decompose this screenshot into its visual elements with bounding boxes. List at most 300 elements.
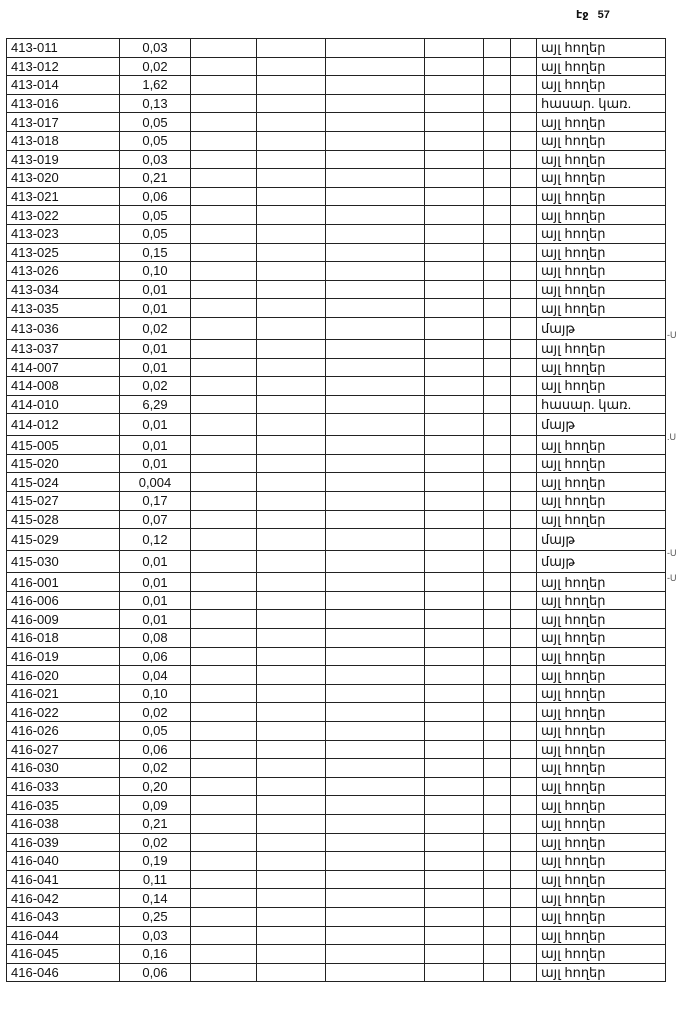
empty-cell xyxy=(257,169,326,188)
empty-cell xyxy=(191,395,257,414)
land-type-cell: այլ հողեր xyxy=(537,666,666,685)
parcel-code-cell: 413-020 xyxy=(7,169,120,188)
parcel-code-cell: 416-026 xyxy=(7,722,120,741)
empty-cell xyxy=(191,759,257,778)
table-row xyxy=(7,777,666,796)
table-row xyxy=(7,647,666,666)
empty-cell xyxy=(425,76,484,95)
area-cell: 0,06 xyxy=(120,963,191,982)
table-row xyxy=(7,94,666,113)
land-type-cell: այլ հողեր xyxy=(537,647,666,666)
empty-cell xyxy=(326,280,425,299)
empty-cell xyxy=(425,759,484,778)
table-row xyxy=(7,436,666,455)
empty-cell xyxy=(326,870,425,889)
empty-cell xyxy=(425,262,484,281)
empty-cell xyxy=(484,591,511,610)
parcel-code-cell: 414-010 xyxy=(7,395,120,414)
empty-cell xyxy=(484,945,511,964)
empty-cell xyxy=(484,262,511,281)
empty-cell xyxy=(191,131,257,150)
empty-cell xyxy=(257,395,326,414)
land-type-cell: այլ հողեր xyxy=(537,963,666,982)
empty-cell xyxy=(257,414,326,436)
empty-cell xyxy=(326,473,425,492)
land-type-cell: մայթ xyxy=(537,551,666,573)
table-row xyxy=(7,551,666,573)
land-type-cell: այլ հողեր xyxy=(537,339,666,358)
land-type-cell: այլ հողեր xyxy=(537,852,666,871)
empty-cell xyxy=(425,39,484,58)
land-type-cell: այլ հողեր xyxy=(537,759,666,778)
empty-cell xyxy=(326,963,425,982)
land-type-cell: այլ հողեր xyxy=(537,610,666,629)
parcel-code-cell: 416-001 xyxy=(7,573,120,592)
parcel-code-cell: 413-025 xyxy=(7,243,120,262)
empty-cell xyxy=(484,722,511,741)
empty-cell xyxy=(484,703,511,722)
empty-cell xyxy=(257,796,326,815)
empty-cell xyxy=(191,39,257,58)
empty-cell xyxy=(257,436,326,455)
empty-cell xyxy=(425,684,484,703)
land-type-cell: հասար. կառ. xyxy=(537,94,666,113)
empty-cell xyxy=(425,510,484,529)
table-row xyxy=(7,377,666,396)
table-row xyxy=(7,722,666,741)
empty-cell xyxy=(191,299,257,318)
empty-cell xyxy=(257,666,326,685)
area-cell: 0,06 xyxy=(120,740,191,759)
parcel-code-cell: 413-019 xyxy=(7,150,120,169)
empty-cell xyxy=(257,945,326,964)
empty-cell xyxy=(511,796,537,815)
empty-cell xyxy=(425,169,484,188)
empty-cell xyxy=(257,39,326,58)
area-cell: 0,01 xyxy=(120,358,191,377)
margin-mark: -U xyxy=(667,330,677,340)
empty-cell xyxy=(326,740,425,759)
parcel-code-cell: 416-041 xyxy=(7,870,120,889)
empty-cell xyxy=(326,395,425,414)
table-row xyxy=(7,573,666,592)
empty-cell xyxy=(425,395,484,414)
empty-cell xyxy=(191,76,257,95)
empty-cell xyxy=(484,814,511,833)
empty-cell xyxy=(425,436,484,455)
empty-cell xyxy=(191,377,257,396)
empty-cell xyxy=(257,206,326,225)
land-type-cell: այլ հողեր xyxy=(537,684,666,703)
empty-cell xyxy=(511,454,537,473)
land-type-cell: այլ հողեր xyxy=(537,907,666,926)
empty-cell xyxy=(511,299,537,318)
empty-cell xyxy=(425,852,484,871)
empty-cell xyxy=(484,796,511,815)
empty-cell xyxy=(425,339,484,358)
empty-cell xyxy=(191,945,257,964)
parcel-code-cell: 416-009 xyxy=(7,610,120,629)
empty-cell xyxy=(484,113,511,132)
empty-cell xyxy=(191,339,257,358)
table-row xyxy=(7,945,666,964)
parcel-code-cell: 413-012 xyxy=(7,57,120,76)
parcel-code-cell: 416-043 xyxy=(7,907,120,926)
empty-cell xyxy=(257,852,326,871)
empty-cell xyxy=(257,150,326,169)
empty-cell xyxy=(511,169,537,188)
empty-cell xyxy=(484,870,511,889)
empty-cell xyxy=(484,777,511,796)
empty-cell xyxy=(191,814,257,833)
parcel-code-cell: 414-007 xyxy=(7,358,120,377)
empty-cell xyxy=(257,76,326,95)
empty-cell xyxy=(511,777,537,796)
empty-cell xyxy=(511,703,537,722)
empty-cell xyxy=(425,814,484,833)
parcel-code-cell: 415-024 xyxy=(7,473,120,492)
land-type-cell: այլ հողեր xyxy=(537,436,666,455)
empty-cell xyxy=(257,339,326,358)
table-row xyxy=(7,317,666,339)
empty-cell xyxy=(326,169,425,188)
empty-cell xyxy=(484,759,511,778)
area-cell: 0,02 xyxy=(120,57,191,76)
parcel-code-cell: 414-012 xyxy=(7,414,120,436)
area-cell: 0,05 xyxy=(120,131,191,150)
empty-cell xyxy=(511,629,537,648)
land-type-cell: այլ հողեր xyxy=(537,814,666,833)
empty-cell xyxy=(484,169,511,188)
parcel-code-cell: 415-027 xyxy=(7,492,120,511)
empty-cell xyxy=(191,889,257,908)
empty-cell xyxy=(257,833,326,852)
empty-cell xyxy=(326,76,425,95)
parcel-code-cell: 413-022 xyxy=(7,206,120,225)
empty-cell xyxy=(425,945,484,964)
area-cell: 0,03 xyxy=(120,150,191,169)
empty-cell xyxy=(484,150,511,169)
empty-cell xyxy=(326,796,425,815)
empty-cell xyxy=(326,131,425,150)
empty-cell xyxy=(257,377,326,396)
empty-cell xyxy=(257,759,326,778)
land-type-cell: այլ հողեր xyxy=(537,113,666,132)
empty-cell xyxy=(511,814,537,833)
margin-mark: -U xyxy=(667,548,677,558)
land-type-cell: այլ հողեր xyxy=(537,187,666,206)
empty-cell xyxy=(257,57,326,76)
parcel-code-cell: 413-014 xyxy=(7,76,120,95)
land-type-cell: այլ հողեր xyxy=(537,76,666,95)
parcel-code-cell: 413-037 xyxy=(7,339,120,358)
empty-cell xyxy=(191,666,257,685)
area-cell: 6,29 xyxy=(120,395,191,414)
empty-cell xyxy=(326,722,425,741)
area-cell: 0,05 xyxy=(120,113,191,132)
parcel-code-cell: 416-046 xyxy=(7,963,120,982)
empty-cell xyxy=(257,907,326,926)
empty-cell xyxy=(326,94,425,113)
empty-cell xyxy=(191,224,257,243)
empty-cell xyxy=(425,492,484,511)
table-row xyxy=(7,610,666,629)
empty-cell xyxy=(257,551,326,573)
empty-cell xyxy=(484,963,511,982)
empty-cell xyxy=(326,629,425,648)
empty-cell xyxy=(326,926,425,945)
land-type-cell: այլ հողեր xyxy=(537,377,666,396)
empty-cell xyxy=(511,339,537,358)
empty-cell xyxy=(425,551,484,573)
empty-cell xyxy=(425,907,484,926)
area-cell: 0,17 xyxy=(120,492,191,511)
land-type-cell: այլ հողեր xyxy=(537,262,666,281)
empty-cell xyxy=(484,889,511,908)
empty-cell xyxy=(511,759,537,778)
empty-cell xyxy=(257,243,326,262)
page-number xyxy=(576,8,610,21)
empty-cell xyxy=(425,358,484,377)
empty-cell xyxy=(326,510,425,529)
empty-cell xyxy=(326,262,425,281)
empty-cell xyxy=(484,473,511,492)
empty-cell xyxy=(425,57,484,76)
empty-cell xyxy=(484,299,511,318)
empty-cell xyxy=(511,280,537,299)
empty-cell xyxy=(191,529,257,551)
empty-cell xyxy=(484,76,511,95)
empty-cell xyxy=(191,280,257,299)
empty-cell xyxy=(257,684,326,703)
empty-cell xyxy=(326,113,425,132)
empty-cell xyxy=(257,777,326,796)
empty-cell xyxy=(326,759,425,778)
empty-cell xyxy=(257,610,326,629)
empty-cell xyxy=(191,358,257,377)
land-type-cell: այլ հողեր xyxy=(537,39,666,58)
table-row xyxy=(7,131,666,150)
area-cell: 0,01 xyxy=(120,551,191,573)
empty-cell xyxy=(257,740,326,759)
empty-cell xyxy=(484,454,511,473)
empty-cell xyxy=(326,551,425,573)
empty-cell xyxy=(257,814,326,833)
table-row xyxy=(7,796,666,815)
land-type-cell: այլ հողեր xyxy=(537,870,666,889)
empty-cell xyxy=(511,684,537,703)
area-cell: 0,19 xyxy=(120,852,191,871)
empty-cell xyxy=(511,224,537,243)
area-cell: 0,06 xyxy=(120,187,191,206)
empty-cell xyxy=(484,666,511,685)
empty-cell xyxy=(425,187,484,206)
area-cell: 0,21 xyxy=(120,169,191,188)
empty-cell xyxy=(326,529,425,551)
empty-cell xyxy=(484,206,511,225)
table-row xyxy=(7,187,666,206)
empty-cell xyxy=(326,39,425,58)
empty-cell xyxy=(257,358,326,377)
empty-cell xyxy=(191,492,257,511)
empty-cell xyxy=(326,907,425,926)
parcel-code-cell: 413-018 xyxy=(7,131,120,150)
area-cell: 0,01 xyxy=(120,591,191,610)
empty-cell xyxy=(425,377,484,396)
empty-cell xyxy=(511,94,537,113)
empty-cell xyxy=(511,551,537,573)
table-row xyxy=(7,339,666,358)
land-type-cell: այլ հողեր xyxy=(537,243,666,262)
table-row xyxy=(7,963,666,982)
area-cell: 0,20 xyxy=(120,777,191,796)
empty-cell xyxy=(511,945,537,964)
area-cell: 0,10 xyxy=(120,684,191,703)
parcel-code-cell: 414-008 xyxy=(7,377,120,396)
table-row xyxy=(7,629,666,648)
empty-cell xyxy=(425,94,484,113)
land-type-cell: այլ հողեր xyxy=(537,510,666,529)
empty-cell xyxy=(425,113,484,132)
empty-cell xyxy=(425,926,484,945)
empty-cell xyxy=(191,454,257,473)
empty-cell xyxy=(326,852,425,871)
land-type-cell: այլ հողեր xyxy=(537,722,666,741)
parcel-code-cell: 416-020 xyxy=(7,666,120,685)
area-cell: 0,25 xyxy=(120,907,191,926)
empty-cell xyxy=(257,113,326,132)
empty-cell xyxy=(425,206,484,225)
empty-cell xyxy=(484,907,511,926)
table-row xyxy=(7,224,666,243)
parcel-code-cell: 413-034 xyxy=(7,280,120,299)
table-row xyxy=(7,243,666,262)
table-row xyxy=(7,113,666,132)
empty-cell xyxy=(484,94,511,113)
empty-cell xyxy=(511,492,537,511)
empty-cell xyxy=(425,870,484,889)
empty-cell xyxy=(191,206,257,225)
land-type-cell: այլ հողեր xyxy=(537,740,666,759)
empty-cell xyxy=(257,591,326,610)
land-type-cell: այլ հողեր xyxy=(537,299,666,318)
area-cell: 0,11 xyxy=(120,870,191,889)
area-cell: 0,04 xyxy=(120,666,191,685)
parcel-code-cell: 413-035 xyxy=(7,299,120,318)
table-row xyxy=(7,299,666,318)
table-row xyxy=(7,454,666,473)
parcel-code-cell: 416-018 xyxy=(7,629,120,648)
area-cell: 0,12 xyxy=(120,529,191,551)
empty-cell xyxy=(484,339,511,358)
page-value: 57 xyxy=(597,9,610,21)
empty-cell xyxy=(425,131,484,150)
empty-cell xyxy=(484,647,511,666)
empty-cell xyxy=(511,666,537,685)
empty-cell xyxy=(191,473,257,492)
land-parcel-table xyxy=(6,38,666,982)
empty-cell xyxy=(425,963,484,982)
empty-cell xyxy=(484,187,511,206)
empty-cell xyxy=(425,833,484,852)
land-type-cell: այլ հողեր xyxy=(537,280,666,299)
parcel-code-cell: 413-016 xyxy=(7,94,120,113)
empty-cell xyxy=(326,647,425,666)
empty-cell xyxy=(511,131,537,150)
empty-cell xyxy=(511,870,537,889)
empty-cell xyxy=(257,131,326,150)
area-cell: 0,08 xyxy=(120,629,191,648)
area-cell: 0,13 xyxy=(120,94,191,113)
empty-cell xyxy=(326,57,425,76)
land-type-cell: այլ հողեր xyxy=(537,206,666,225)
area-cell: 0,05 xyxy=(120,224,191,243)
empty-cell xyxy=(511,243,537,262)
empty-cell xyxy=(511,358,537,377)
empty-cell xyxy=(257,224,326,243)
empty-cell xyxy=(191,722,257,741)
table-row xyxy=(7,833,666,852)
land-type-cell: այլ հողեր xyxy=(537,473,666,492)
empty-cell xyxy=(257,889,326,908)
empty-cell xyxy=(257,926,326,945)
empty-cell xyxy=(511,529,537,551)
empty-cell xyxy=(326,339,425,358)
empty-cell xyxy=(326,684,425,703)
table-row xyxy=(7,889,666,908)
empty-cell xyxy=(511,377,537,396)
empty-cell xyxy=(425,610,484,629)
empty-cell xyxy=(191,963,257,982)
empty-cell xyxy=(326,610,425,629)
empty-cell xyxy=(191,243,257,262)
empty-cell xyxy=(191,852,257,871)
empty-cell xyxy=(425,243,484,262)
area-cell: 0,10 xyxy=(120,262,191,281)
empty-cell xyxy=(425,414,484,436)
area-cell: 0,01 xyxy=(120,454,191,473)
empty-cell xyxy=(511,833,537,852)
table-row xyxy=(7,414,666,436)
empty-cell xyxy=(425,629,484,648)
area-cell: 0,01 xyxy=(120,299,191,318)
empty-cell xyxy=(511,852,537,871)
empty-cell xyxy=(191,740,257,759)
land-type-cell: այլ հողեր xyxy=(537,150,666,169)
area-cell: 0,01 xyxy=(120,339,191,358)
margin-mark: .U xyxy=(667,432,676,442)
parcel-code-cell: 416-040 xyxy=(7,852,120,871)
table-row xyxy=(7,814,666,833)
empty-cell xyxy=(484,529,511,551)
area-cell: 0,06 xyxy=(120,647,191,666)
empty-cell xyxy=(191,647,257,666)
land-type-cell: այլ հողեր xyxy=(537,131,666,150)
table-row xyxy=(7,666,666,685)
empty-cell xyxy=(511,963,537,982)
empty-cell xyxy=(484,395,511,414)
empty-cell xyxy=(484,414,511,436)
area-cell: 0,02 xyxy=(120,833,191,852)
empty-cell xyxy=(425,454,484,473)
land-type-cell: այլ հողեր xyxy=(537,573,666,592)
empty-cell xyxy=(484,131,511,150)
empty-cell xyxy=(511,39,537,58)
empty-cell xyxy=(511,317,537,339)
parcel-code-cell: 416-030 xyxy=(7,759,120,778)
empty-cell xyxy=(191,591,257,610)
empty-cell xyxy=(257,573,326,592)
